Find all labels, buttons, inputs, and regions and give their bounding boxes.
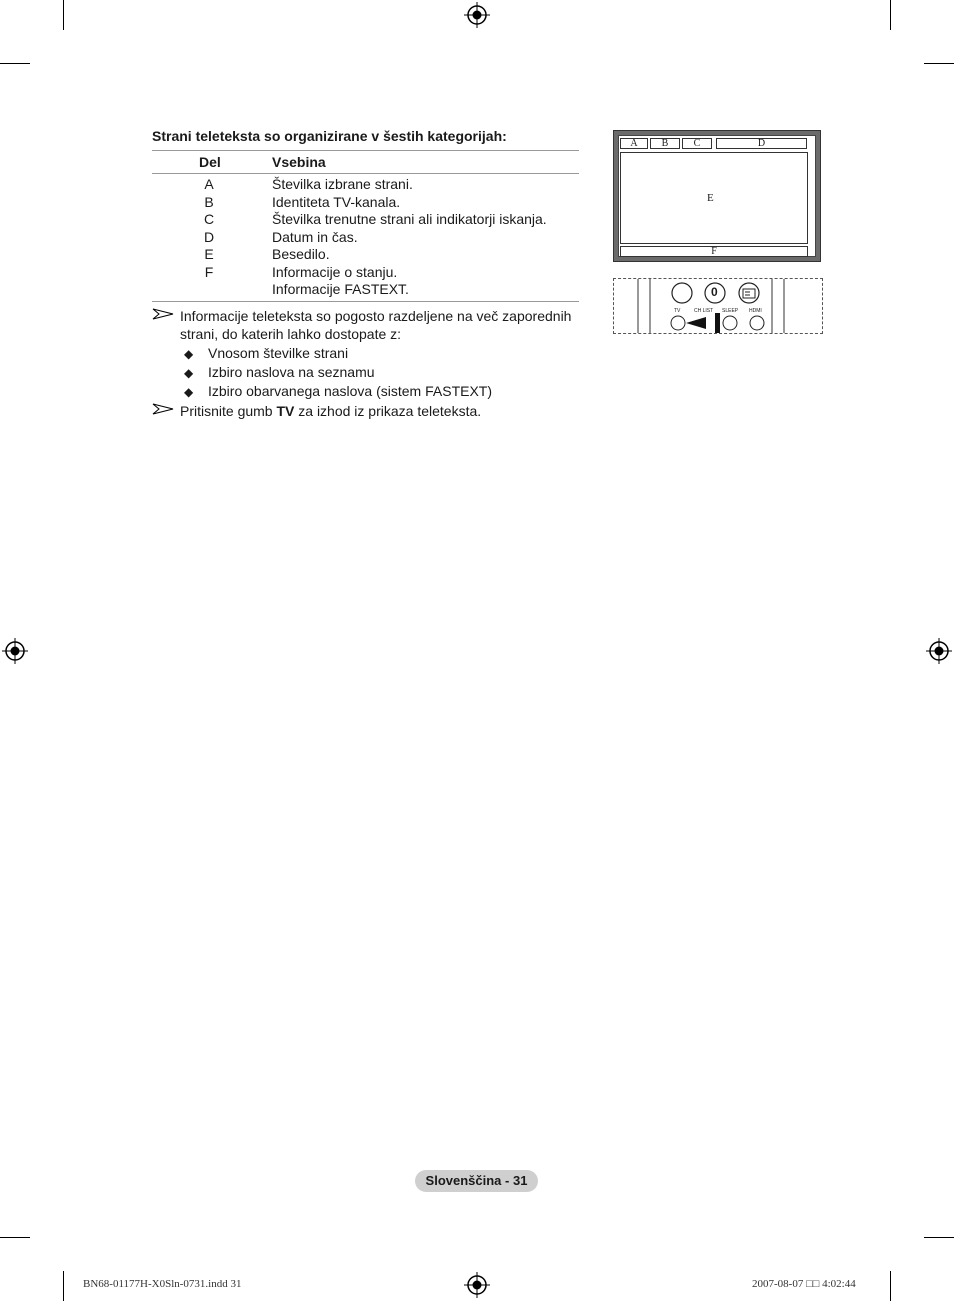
area-b-label: B xyxy=(650,138,680,149)
table-cell-content: Identiteta TV-kanala. xyxy=(272,193,401,210)
hdmi-button-label: HDMI xyxy=(749,308,762,314)
table-cell-part: F xyxy=(204,263,214,280)
crop-mark xyxy=(924,1237,954,1238)
table-content-column xyxy=(272,176,547,299)
table-cell-content: Informacije o stanju. xyxy=(272,263,398,280)
diamond-bullet-icon: ◆ xyxy=(184,347,194,361)
file-slug: BN68-01177H-X0Sln-0731.indd 31 xyxy=(83,1278,242,1290)
table-cell-part: A xyxy=(204,176,214,192)
list-item: ◆ Izbiro obarvanega naslova (sistem FASTEXT) xyxy=(184,382,492,402)
table-cell-part: E xyxy=(204,246,214,262)
note-line: strani, do katerih lahko dostopate z: xyxy=(180,326,402,342)
table-cell-content: Besedilo. xyxy=(272,246,330,262)
table-cell-part: B xyxy=(204,193,214,210)
crop-mark xyxy=(0,63,30,64)
diamond-bullet-icon: ◆ xyxy=(184,366,194,380)
table-cell-content: Številka trenutne strani ali indikatorji iskanja. xyxy=(272,211,547,227)
crop-mark xyxy=(924,63,954,64)
section-heading: Strani teleteksta so organizirane v šestih kategorijah: xyxy=(152,128,507,144)
area-e-label: E xyxy=(707,192,714,204)
table-bottom-rule xyxy=(152,301,579,302)
crop-mark xyxy=(0,1237,30,1238)
teletext-screen-diagram xyxy=(613,130,821,262)
table-cell-content: Številka izbrane strani. xyxy=(272,176,413,192)
registration-mark-icon xyxy=(2,638,28,664)
crop-mark xyxy=(63,1271,64,1301)
table-header-part: Del xyxy=(199,154,221,170)
crop-mark xyxy=(890,1271,891,1301)
table-cell-content: Informacije FASTEXT. xyxy=(272,281,409,297)
registration-mark-icon xyxy=(926,638,952,664)
list-item: ◆ Vnosom številke strani xyxy=(184,344,348,364)
tv-button-name: TV xyxy=(276,403,295,419)
table-header-content: Vsebina xyxy=(272,154,326,170)
timestamp-slug: 2007-08-07 □□ 4:02:44 xyxy=(752,1278,856,1290)
remote-outline-icon xyxy=(614,279,822,333)
note-arrow-icon xyxy=(152,308,174,320)
diamond-bullet-icon: ◆ xyxy=(184,385,194,399)
area-f-label: F xyxy=(620,246,808,257)
note-text: Pritisnite gumb TV za izhod iz prikaza teleteksta. xyxy=(180,403,482,419)
note-arrow-icon xyxy=(152,403,174,415)
note-line: Informacije teleteksta so pogosto razdeljene na več zaporednih xyxy=(180,308,572,324)
area-d-label: D xyxy=(716,138,807,149)
note-text xyxy=(180,307,571,343)
area-e-box xyxy=(620,152,808,244)
zero-button: 0 xyxy=(711,285,718,299)
ch-list-button-label: CH LIST xyxy=(694,308,714,314)
table-cell-content: Datum in čas. xyxy=(272,228,358,245)
sleep-button-label: SLEEP xyxy=(722,308,739,314)
registration-mark-icon xyxy=(464,2,490,28)
registration-mark-icon xyxy=(464,1272,490,1298)
table-top-rule xyxy=(152,150,579,151)
area-c-label: C xyxy=(682,138,712,149)
crop-mark xyxy=(890,0,891,30)
tv-button-label: TV xyxy=(674,308,681,314)
teletext-screen xyxy=(618,135,816,257)
table-cell-part: C xyxy=(203,211,215,227)
list-item: ◆ Izbiro naslova na seznamu xyxy=(184,363,375,383)
remote-control-diagram xyxy=(613,278,823,334)
table-header-rule xyxy=(152,173,579,174)
crop-mark xyxy=(63,0,64,30)
area-a-label: A xyxy=(620,138,648,149)
table-part-column xyxy=(199,176,219,281)
table-cell-part: D xyxy=(203,228,215,245)
page-number-badge: Slovenščina - 31 xyxy=(415,1170,538,1192)
